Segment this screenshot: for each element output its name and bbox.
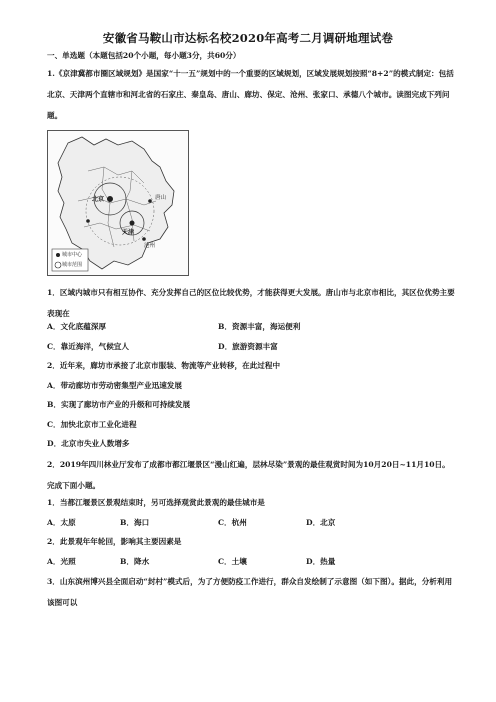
question-2-2: 2．此景观年年轮回，影响其主要因素是 xyxy=(47,537,182,546)
option-c: C．靠近海洋，气候宜人 xyxy=(47,342,129,351)
option-d: D．旅游资源丰富 xyxy=(218,342,278,351)
question-1-1: 1．区域内城市只有相互协作、充分发挥自己的区位比较优势，才能获得更大发展。唐山市与北京市相比，其区位优势主要表现在 xyxy=(47,288,455,318)
option-a: A．太原 xyxy=(47,518,76,527)
option-b: B．海口 xyxy=(120,518,150,527)
map-label-cangzhou: 沧州 xyxy=(144,243,156,249)
section-heading: 一、单选题（本题包括20个小题，每小题3分，共60分） xyxy=(47,51,241,60)
option-c: C．杭州 xyxy=(218,518,247,527)
map-label-tangshan: 唐山 xyxy=(155,195,167,201)
map-figure xyxy=(47,130,189,276)
map-label-tianjin: 天津 xyxy=(122,229,135,236)
page-title: 安徽省马鞍山市达标名校2020年高考二月调研地理试卷 xyxy=(102,31,394,45)
option-a: A．文化底蕴深厚 xyxy=(47,322,107,331)
question-2-intro: 2．2019年四川林业厅发布了成都市都江堰景区“漫山红遍，层林尽染”景观的最佳观赏时间为10月20日~11月10日。完成下面小题。 xyxy=(47,460,450,490)
option-d: D．北京 xyxy=(306,518,336,527)
option-c: C．土壤 xyxy=(218,557,247,566)
question-3-intro: 3．山东滨州博兴县全面启动“封村”模式后，为了方便防疫工作进行，群众自发绘制了示意图（如下图）。据此，分析利用该图可以 xyxy=(47,577,453,607)
option-d: D．北京市失业人数增多 xyxy=(47,439,130,448)
option-b: B．资源丰富，海运便利 xyxy=(218,322,301,331)
question-1-intro: 1.《京津冀都市圈区域规划》是国家“十一五”规划中的一个重要的区域规划，区域发展规划按照“8+2”的模式制定：包括北京、天津两个直辖市和河北省的石家庄、秦皇岛、唐山、廊坊、保定、沧州、张家口、承德八个城市。读图完成下列问题。 xyxy=(47,69,454,120)
map-legend-item-2: 城市范围 xyxy=(62,262,83,268)
option-a: A．光照 xyxy=(47,557,76,566)
map-label-beijing: 北京 xyxy=(92,196,105,203)
option-b: B．实现了廊坊市产业的升级和可持续发展 xyxy=(47,400,191,409)
question-1-2: 2．近年来，廊坊市承接了北京市服装、物流等产业转移，在此过程中 xyxy=(47,361,281,370)
option-d: D．热量 xyxy=(306,557,336,566)
map-legend-item-1: 城市中心 xyxy=(62,252,83,258)
option-b: B．降水 xyxy=(120,557,150,566)
option-c: C．加快北京市工业化进程 xyxy=(47,420,137,429)
question-2-1: 1．当都江堰景区景观结束时，另可选择观赏此景观的最佳城市是 xyxy=(47,498,265,507)
option-a: A．带动廊坊市劳动密集型产业迅速发展 xyxy=(47,381,182,390)
